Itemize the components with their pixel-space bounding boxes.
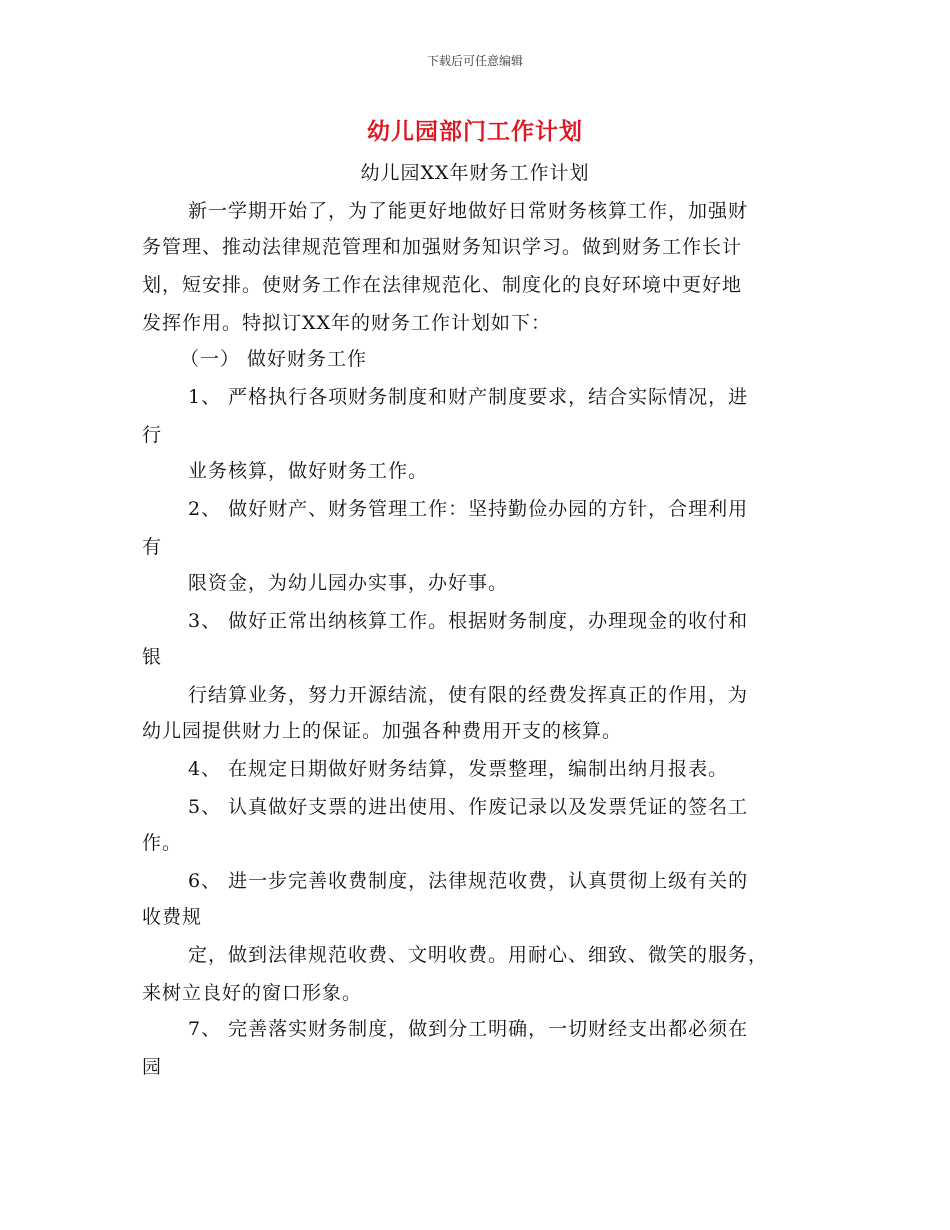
list-item-line: 2、 做好财产、财务管理工作：坚持勤俭办园的方针，合理利用 [188, 498, 749, 520]
document-title: 幼儿园部门工作计划 [367, 119, 583, 145]
list-item-line: 业务核算，做好财务工作。 [188, 460, 429, 482]
list-item-line: 行 [142, 424, 163, 446]
list-item-line: 4、 在规定日期做好财务结算，发票整理，编制出纳月报表。 [188, 758, 729, 780]
list-item-line: 园 [142, 1056, 163, 1078]
list-item-line: 行结算业务，努力开源结流，使有限的经费发挥真正的作用，为 [188, 684, 749, 706]
page-header: 下载后可任意编辑 [426, 54, 523, 68]
subtitle-line: 幼儿园XX年财务工作计划 [360, 162, 590, 184]
list-item-line: 来树立良好的窗口形象。 [142, 982, 363, 1004]
list-item-line: 收费规 [142, 906, 203, 928]
paragraph-line: 务管理、推动法律规范管理和加强财务知识学习。做到财务工作长计 [142, 236, 743, 258]
list-item-line: 有 [142, 536, 163, 558]
paragraph-line: 新一学期开始了，为了能更好地做好日常财务核算工作，加强财 [188, 200, 749, 222]
list-item-line: 幼儿园提供财力上的保证。加强各种费用开支的核算。 [142, 720, 623, 742]
list-item-line: 作。 [142, 832, 183, 854]
list-item-line: 6、 进一步完善收费制度，法律规范收费，认真贯彻上级有关的 [188, 870, 749, 892]
list-item-line: 限资金，为幼儿园办实事，办好事。 [188, 572, 509, 594]
list-item-line: 5、 认真做好支票的进出使用、作废记录以及发票凭证的签名工 [188, 796, 749, 818]
list-item-line: 7、 完善落实财务制度，做到分工明确，一切财经支出都必须在 [188, 1018, 749, 1040]
paragraph-line: 划，短安排。使财务工作在法律规范化、制度化的良好环境中更好地 [142, 274, 743, 296]
list-item-line: 1、 严格执行各项财务制度和财产制度要求，结合实际情况，进 [188, 386, 749, 408]
list-item-line: 定，做到法律规范收费、文明收费。用耐心、细致、微笑的服务， [188, 944, 769, 966]
list-item-line: 3、 做好正常出纳核算工作。根据财务制度，办理现金的收付和 [188, 610, 749, 632]
list-item-line: 银 [142, 646, 163, 668]
paragraph-line: 发挥作用。特拟订XX年的财务工作计划如下： [142, 312, 552, 334]
section-heading: （一） 做好财务工作 [180, 348, 368, 370]
